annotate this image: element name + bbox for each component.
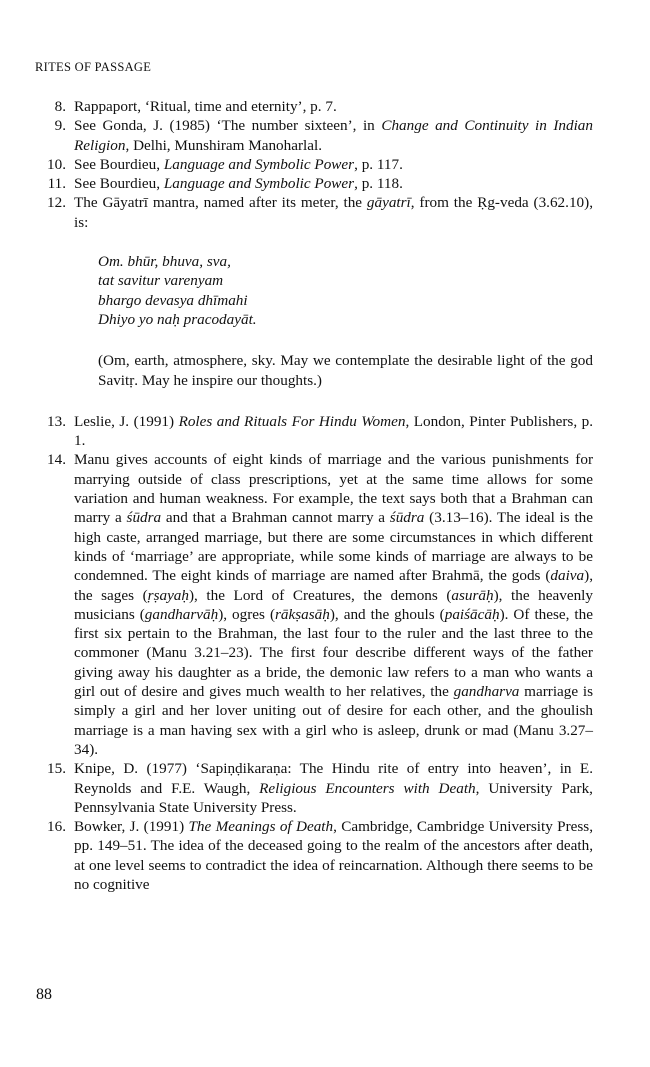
mantra-block	[74, 252, 593, 390]
endnote-number: 12.	[47, 194, 66, 212]
text-run: ), the heavenly musicians (	[74, 586, 593, 623]
endnote	[38, 759, 593, 817]
endnote-number: 15.	[47, 760, 66, 778]
text-run: , London, Pinter Publishers, p. 1.	[74, 412, 593, 450]
running-head: RITES OF PASSAGE	[35, 60, 152, 74]
page-number: 88	[36, 986, 52, 1003]
text-run: , University Park, Pennsylvania State University Press.	[74, 779, 593, 816]
text-run: marriage is simply a girl and her lover uniting out of desire for each other, and the ghoulish marriage is a man having sex with a girl who is asleep, drunk or mad (Manu 3.27–34).	[74, 683, 593, 758]
verse-line: Dhiyo yo naḥ pracodayāt.	[98, 310, 257, 328]
italic-title: Language and Symbolic Power	[163, 155, 355, 173]
endnotes	[38, 97, 593, 894]
endnote	[38, 412, 593, 451]
text-run: ), the sages (	[74, 567, 593, 604]
text-run: Knipe, D. (1977) ‘Sapiṇḍikaraṇa: The Hindu rite of entry into heaven’, in E. Reynolds and F.E. Waugh,	[74, 760, 593, 797]
text-run: and that a Brahman cannot marry a	[161, 509, 390, 527]
verse-line: Om. bhūr, bhuva, sva,	[98, 253, 231, 271]
notes-group-b	[38, 412, 593, 894]
text-run: See Bourdieu,	[74, 175, 164, 193]
endnote-number: 9.	[54, 117, 66, 135]
text-run: ). Of these, the first six pertain to the Brahman, the last four to the ruler and the last three to the commoner (Manu 3.21–23). The first four describe different ways of the father giving away his daughter as a bride, the demonic law refers to a man who wants a girl out of desire and gives much wealth to her relatives, the	[74, 605, 593, 701]
notes-group-a	[38, 97, 593, 232]
text-run: , p. 117.	[354, 155, 403, 173]
verse-line: bhargo devasya dhīmahi	[98, 291, 248, 309]
endnote	[38, 817, 593, 894]
text-run: Rappaport, ‘Ritual, time and eternity’, p. 7.	[74, 98, 337, 115]
text-run: See Gonda, J. (1985) ‘The number sixteen’, in	[74, 117, 382, 135]
italic-title: gāyatrī	[366, 194, 411, 212]
italic-title: Language and Symbolic Power	[163, 175, 355, 193]
endnote	[38, 155, 593, 174]
italic-title: daiva	[550, 567, 585, 585]
text-run: (3.13–16). The ideal is the high caste, arranged marriage, but there are some circumstances in which different kinds of ‘marriage’ are appropriate, while some kinds of marriage are always to be condemned. The eight kinds of marriage are named after Brahmā, the gods (	[74, 509, 593, 585]
endnote-number: 8.	[54, 98, 66, 115]
italic-title: gandharva	[453, 683, 520, 701]
endnote-text	[74, 450, 593, 759]
endnote-text	[74, 155, 593, 174]
italic-title: asurāḥ	[451, 586, 494, 604]
text-run: The Gāyatrī mantra, named after its meter, the	[74, 194, 367, 212]
endnote-text	[74, 193, 593, 232]
endnote-text	[74, 174, 593, 193]
italic-title: ṛṣayaḥ	[147, 586, 189, 604]
endnote	[38, 174, 593, 193]
text-run: , Delhi, Munshiram Manoharlal.	[125, 136, 323, 154]
endnote-text	[74, 759, 593, 817]
italic-title: Religious Encounters with Death	[259, 779, 476, 797]
italic-title: The Meanings of Death	[188, 818, 334, 836]
mantra-translation: (Om, earth, atmosphere, sky. May we contemplate the desirable light of the god Savitṛ. May he inspire our thoughts.)	[98, 352, 593, 389]
text-run: Manu gives accounts of eight kinds of marriage and the various punishments for marrying outside of class prescriptions, yet at the same time allows for some variation and human weakness. For example, the text says both that a Brahman can marry a	[74, 451, 593, 527]
italic-title: Change and Continuity in Indian Religion	[74, 117, 593, 154]
italic-title: śūdra	[126, 509, 162, 527]
endnote-number: 14.	[47, 451, 66, 469]
endnote-number: 11.	[47, 175, 66, 193]
text-run: , from the Ṛg-veda (3.62.10), is:	[74, 194, 593, 231]
text-run: Bowker, J. (1991)	[74, 818, 189, 836]
endnote	[38, 97, 593, 116]
endnote-text	[74, 412, 593, 451]
endnote-number: 16.	[47, 818, 66, 836]
text-run: See Bourdieu,	[74, 155, 164, 173]
italic-title: rākṣasāḥ	[275, 605, 330, 623]
text-run: , p. 118.	[354, 175, 403, 193]
italic-title: gandharvāḥ	[144, 605, 219, 623]
text-run: , Cambridge, Cambridge University Press, pp. 149–51. The idea of the deceased going to the realm of the ancestors after death, at one level seems to contradict the idea of reincarnation. Although there seems to be no cognitive	[74, 818, 593, 893]
endnote-number: 13.	[47, 412, 66, 430]
italic-title: śūdra	[389, 509, 425, 527]
endnote-text	[74, 817, 593, 894]
endnote	[38, 116, 593, 155]
italic-title: paiśācāḥ	[444, 605, 500, 623]
text-run: ), ogres (	[218, 605, 275, 623]
italic-title: Roles and Rituals For Hindu Women	[178, 412, 406, 430]
mantra-verse	[98, 252, 593, 329]
endnote	[38, 450, 593, 759]
endnote-number: 10.	[47, 155, 66, 173]
endnote-text	[74, 116, 593, 155]
endnote	[38, 193, 593, 232]
text-run: ), the Lord of Creatures, the demons (	[189, 586, 452, 604]
endnote-text	[74, 97, 593, 116]
verse-line: tat savitur varenyam	[98, 272, 224, 290]
text-run: ), and the ghouls (	[329, 605, 445, 623]
text-run: Leslie, J. (1991)	[74, 412, 179, 430]
